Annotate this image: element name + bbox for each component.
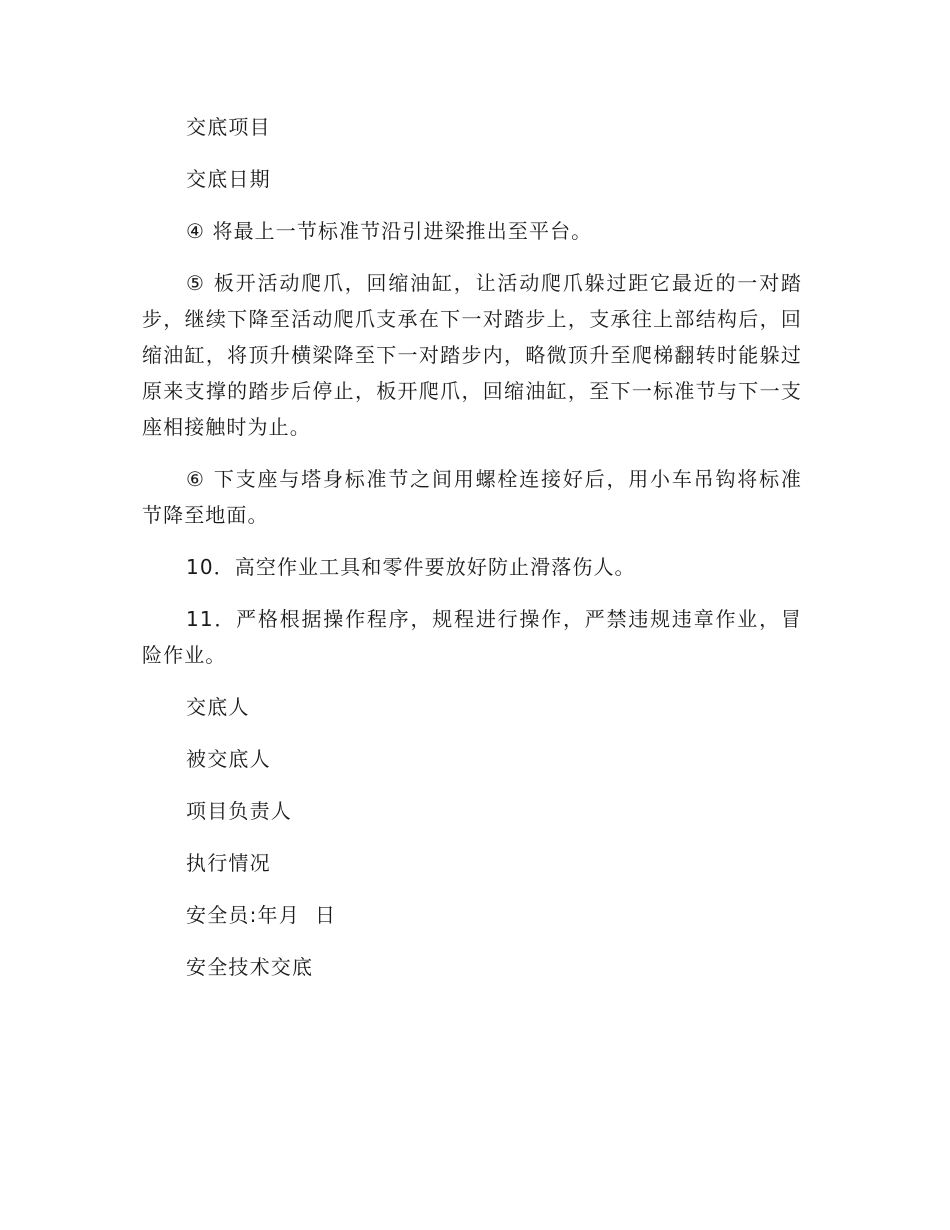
- field-label-disclosee: 被交底人: [186, 747, 271, 771]
- field-label-safety-officer-date: 安全员:年月 日: [186, 903, 337, 927]
- field-label-disclosure-date: 交底日期: [186, 167, 271, 191]
- step-6-paragraph: ⑥ 下支座与塔身标准节之间用螺栓连接好后，用小车吊钩将标准节降至地面。: [142, 467, 802, 527]
- step-5-paragraph: ⑤ 板开活动爬爪，回缩油缸，让活动爬爪躲过距它最近的一对踏步，继续下降至活动爬爪支承在下一对踏步上，支承往上部结构后，回缩油缸，将顶升横梁降至下一对踏步内，略微顶升至爬梯翻转时能躲过原来支撑的踏步后停止，板开爬爪，回缩油缸，至下一标准节与下一支座相接触时为止。: [142, 271, 802, 439]
- field-label-project-manager: 项目负责人: [186, 799, 292, 823]
- field-label-discloser: 交底人: [186, 695, 250, 719]
- step-4-paragraph: ④ 将最上一节标准节沿引进梁推出至平台。: [186, 219, 593, 243]
- item-10-paragraph: 10．高空作业工具和零件要放好防止滑落伤人。: [186, 555, 636, 579]
- field-label-disclosure-project: 交底项目: [186, 115, 271, 139]
- section-title-safety-technical-disclosure: 安全技术交底: [186, 955, 314, 979]
- item-11-paragraph: 11．严格根据操作程序，规程进行操作，严禁违规违章作业，冒险作业。: [142, 607, 802, 667]
- field-label-execution-status: 执行情况: [186, 851, 271, 875]
- document-body: [142, 109, 802, 1001]
